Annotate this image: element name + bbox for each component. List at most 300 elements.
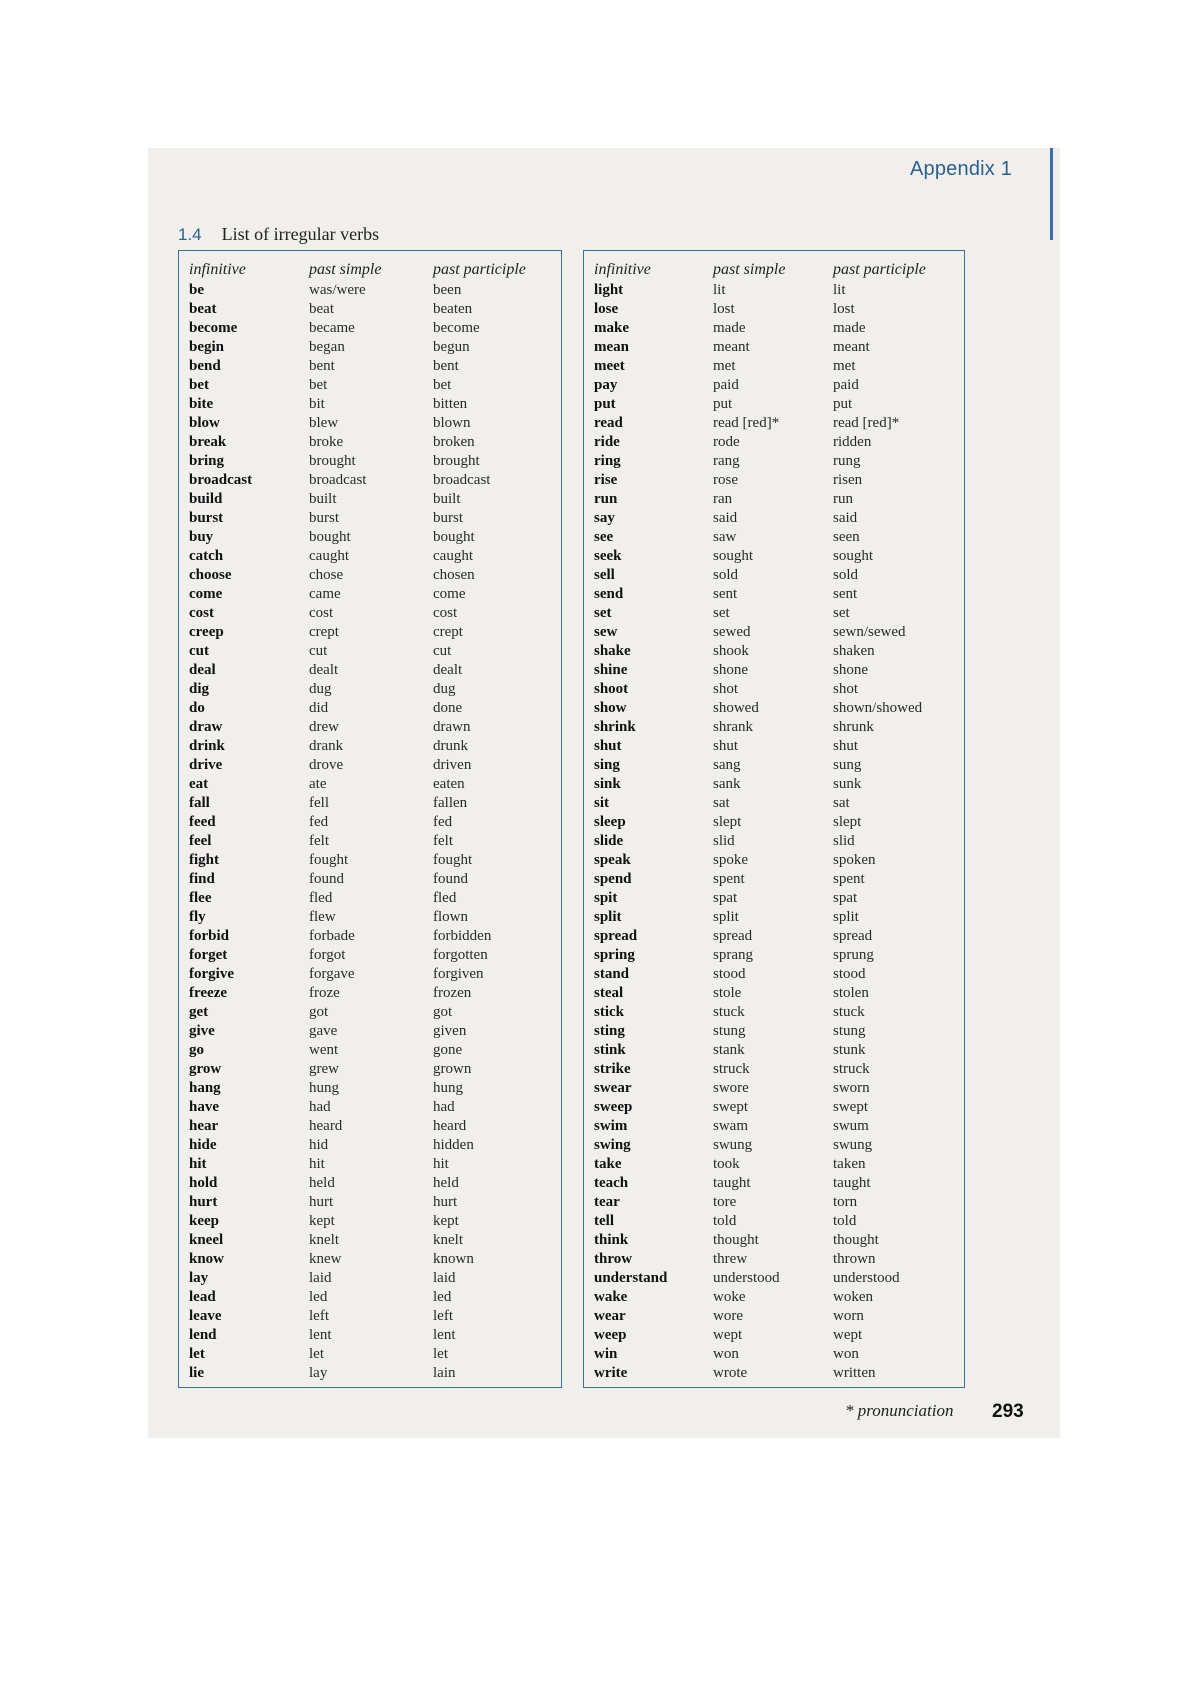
verb-past-participle: driven [433,757,472,773]
table-row [584,946,964,965]
table-row [584,1060,964,1079]
verb-past-participle: met [833,358,856,374]
verb-infinitive: speak [594,852,631,868]
verb-past-simple: went [309,1042,339,1058]
table-row [584,1212,964,1231]
column-header-past-participle: past participle [833,261,926,278]
verb-infinitive: sew [594,624,618,640]
verb-infinitive: steal [594,985,624,1001]
verb-past-simple: lit [713,282,726,298]
verb-infinitive: sleep [594,814,626,830]
verb-infinitive: meet [594,358,625,374]
verb-past-participle: swept [833,1099,868,1115]
table-row [584,1231,964,1250]
verb-past-simple: thought [713,1232,759,1248]
table-row [179,1136,561,1155]
verb-infinitive: ride [594,434,620,450]
verb-infinitive: spend [594,871,632,887]
table-row [179,1174,561,1193]
table-row [179,1060,561,1079]
verb-past-participle: shown/showed [833,700,923,716]
table-row [179,870,561,889]
verb-past-simple: broke [309,434,344,450]
verb-past-simple: made [713,320,746,336]
table-row [584,1136,964,1155]
verb-past-simple: swung [713,1137,753,1153]
verb-past-simple: heard [309,1118,343,1134]
table-row [179,737,561,756]
verb-past-participle: hidden [433,1137,474,1153]
verb-infinitive: run [594,491,618,507]
verb-infinitive: forgive [189,966,234,982]
verb-past-simple: understood [713,1270,780,1286]
verb-past-simple: won [713,1346,739,1362]
table-row [584,1117,964,1136]
table-row [179,984,561,1003]
verb-infinitive: freeze [189,985,228,1001]
verb-past-participle: gone [433,1042,463,1058]
verb-past-simple: bet [309,377,328,393]
verb-past-simple: struck [713,1061,750,1077]
verb-past-simple: shot [713,681,739,697]
verb-past-simple: took [713,1156,740,1172]
verb-past-simple: cost [309,605,334,621]
verb-past-simple: forgot [309,947,346,963]
verb-past-simple: rode [713,434,740,450]
verb-infinitive: know [189,1251,225,1267]
verb-past-participle: lost [833,301,855,317]
table-row [584,832,964,851]
verb-infinitive: build [189,491,223,507]
table-row [179,1269,561,1288]
verb-infinitive: catch [189,548,224,564]
verb-infinitive: say [594,510,615,526]
verb-past-simple: gave [309,1023,338,1039]
verb-past-participle: blown [433,415,471,431]
verb-past-participle: let [433,1346,448,1362]
verb-infinitive: set [594,605,612,621]
verb-past-participle: thrown [833,1251,876,1267]
verb-past-simple: was/were [309,282,366,298]
verb-past-simple: grew [309,1061,339,1077]
verb-infinitive: keep [189,1213,219,1229]
table-row [584,1155,964,1174]
verb-past-simple: sought [713,548,754,564]
table-row [179,889,561,908]
verb-infinitive: wake [594,1289,628,1305]
verb-infinitive: deal [189,662,216,678]
verb-past-participle: been [433,282,462,298]
table-row [584,661,964,680]
verb-infinitive: lose [594,301,619,317]
verb-infinitive: kneel [189,1232,224,1248]
table-row [584,357,964,376]
verb-past-simple: became [309,320,355,336]
verb-past-simple: fought [309,852,349,868]
verb-past-simple: meant [713,339,750,355]
verb-past-participle: written [833,1365,876,1381]
table-row [179,1079,561,1098]
verb-infinitive: grow [189,1061,222,1077]
table-row [584,680,964,699]
table-row [179,585,561,604]
table-row [584,1174,964,1193]
verb-infinitive: bend [189,358,221,374]
verb-past-simple: read [red]* [713,415,780,431]
verb-past-participle: sought [833,548,874,564]
verb-past-participle: shone [833,662,868,678]
verb-past-participle: knelt [433,1232,463,1248]
verb-past-participle: swung [833,1137,873,1153]
section-title: List of irregular verbs [221,224,380,244]
verb-past-simple: stood [713,966,746,982]
verb-past-participle: brought [433,453,480,469]
verb-past-simple: sprang [713,947,753,963]
verb-past-simple: told [713,1213,737,1229]
verb-infinitive: sink [594,776,621,792]
verb-infinitive: teach [594,1175,629,1191]
verb-past-simple: saw [713,529,737,545]
verb-past-participle: stung [833,1023,866,1039]
verb-past-simple: showed [713,700,759,716]
table-row [584,794,964,813]
column-header-infinitive: infinitive [594,261,651,278]
verb-past-participle: dug [433,681,456,697]
table-row [584,756,964,775]
table-row [584,984,964,1003]
verb-past-participle: dealt [433,662,463,678]
verb-past-participle: eaten [433,776,465,792]
verb-past-simple: came [309,586,341,602]
verb-past-simple: spat [713,890,738,906]
verb-infinitive: begin [189,339,225,355]
verb-past-simple: kept [309,1213,335,1229]
verb-infinitive: sweep [594,1099,633,1115]
verb-past-simple: drove [309,757,344,773]
verb-rows-left [179,281,561,1383]
verb-infinitive: shut [594,738,622,754]
verb-past-simple: swept [713,1099,748,1115]
page-number: 293 [992,1401,1024,1422]
verb-past-participle: lent [433,1327,456,1343]
verb-infinitive: hit [189,1156,207,1172]
verb-infinitive: swim [594,1118,628,1134]
verb-infinitive: light [594,282,624,298]
verb-past-simple: held [309,1175,335,1191]
verb-past-participle: broken [433,434,475,450]
verb-past-participle: sung [833,757,862,773]
verb-past-simple: wept [713,1327,743,1343]
verb-past-simple: sat [713,795,730,811]
verb-past-participle: fed [433,814,453,830]
table-row [179,1345,561,1364]
verb-past-participle: fallen [433,795,468,811]
verb-infinitive: buy [189,529,214,545]
verb-past-participle: chosen [433,567,475,583]
table-row [584,1098,964,1117]
verb-past-participle: shot [833,681,859,697]
table-row [179,1193,561,1212]
verb-infinitive: strike [594,1061,631,1077]
verb-infinitive: leave [189,1308,222,1324]
verb-past-simple: had [309,1099,331,1115]
table-row [584,319,964,338]
verb-infinitive: read [594,415,623,431]
verb-past-participle: burst [433,510,463,526]
verb-past-participle: woken [833,1289,873,1305]
table-row [179,566,561,585]
table-row [584,471,964,490]
table-row [584,585,964,604]
verb-infinitive: come [189,586,223,602]
verb-past-participle: bet [433,377,452,393]
table-row [584,490,964,509]
table-row [584,1022,964,1041]
verb-past-simple: shut [713,738,739,754]
verb-infinitive: ring [594,453,621,469]
verb-past-participle: crept [433,624,463,640]
verb-past-simple: left [309,1308,329,1324]
table-row [179,395,561,414]
table-row [584,566,964,585]
verb-past-simple: slept [713,814,742,830]
verb-infinitive: bring [189,453,225,469]
verb-infinitive: give [189,1023,215,1039]
table-row [179,1098,561,1117]
verb-infinitive: stick [594,1004,624,1020]
table-row [179,452,561,471]
verb-past-simple: rose [713,472,738,488]
page-edge-marker [1050,148,1053,240]
verb-infinitive: drive [189,757,223,773]
table-row [179,1307,561,1326]
verb-past-participle: sunk [833,776,862,792]
verb-past-simple: burst [309,510,339,526]
verb-infinitive: slide [594,833,624,849]
verb-past-simple: led [309,1289,328,1305]
verb-infinitive: shoot [594,681,629,697]
verb-past-participle: lain [433,1365,456,1381]
table-row [179,718,561,737]
table-row [179,547,561,566]
verb-past-simple: said [713,510,738,526]
verb-past-simple: ran [713,491,733,507]
verb-past-participle: drawn [433,719,471,735]
verb-past-simple: hurt [309,1194,334,1210]
verb-past-simple: shrank [713,719,753,735]
column-header-past-simple: past simple [713,261,786,278]
verb-past-simple: spent [713,871,745,887]
verb-past-simple: dealt [309,662,339,678]
table-row [179,433,561,452]
verb-past-participle: said [833,510,858,526]
verb-past-participle: beaten [433,301,473,317]
table-row [584,870,964,889]
verb-past-participle: shrunk [833,719,874,735]
verb-past-participle: done [433,700,463,716]
table-row [179,357,561,376]
verb-infinitive: lie [189,1365,204,1381]
verb-past-simple: crept [309,624,339,640]
verb-infinitive: choose [189,567,232,583]
table-row [584,376,964,395]
verb-past-simple: drew [309,719,339,735]
table-row [179,1326,561,1345]
verb-past-participle: read [red]* [833,415,900,431]
verb-past-simple: wore [713,1308,743,1324]
verb-past-simple: laid [309,1270,332,1286]
verb-past-participle: hung [433,1080,463,1096]
table-row [179,509,561,528]
table-row [584,433,964,452]
verb-past-participle: slept [833,814,862,830]
table-row [584,528,964,547]
verb-past-participle: hit [433,1156,449,1172]
verb-infinitive: blow [189,415,220,431]
table-row [584,300,964,319]
verb-past-simple: chose [309,567,344,583]
verb-past-simple: lost [713,301,735,317]
verb-past-simple: forbade [309,928,355,944]
verb-infinitive: rise [594,472,618,488]
verb-past-participle: heard [433,1118,467,1134]
table-row [584,965,964,984]
verb-infinitive: make [594,320,629,336]
verb-past-simple: lay [309,1365,328,1381]
table-row [584,547,964,566]
verb-past-simple: stank [713,1042,745,1058]
verb-past-simple: caught [309,548,349,564]
verb-past-participle: made [833,320,866,336]
verb-past-simple: shone [713,662,748,678]
verb-past-simple: bent [309,358,335,374]
verb-infinitive: draw [189,719,223,735]
verb-infinitive: stand [594,966,630,982]
verb-infinitive: broadcast [189,472,253,488]
column-header-past-participle: past participle [433,261,526,278]
table-row [179,1022,561,1041]
table-row [179,319,561,338]
verb-past-simple: slid [713,833,735,849]
verb-past-participle: swum [833,1118,869,1134]
verb-past-simple: built [309,491,337,507]
verb-infinitive: cut [189,643,209,659]
verb-infinitive: win [594,1346,618,1362]
verb-past-participle: sold [833,567,859,583]
verb-past-participle: set [833,605,850,621]
verb-past-participle: become [433,320,480,336]
verb-infinitive: think [594,1232,629,1248]
verb-infinitive: beat [189,301,217,317]
verb-past-simple: woke [713,1289,746,1305]
section-number: 1.4 [178,225,202,244]
verb-past-simple: froze [309,985,340,1001]
verb-past-participle: grown [433,1061,472,1077]
verb-past-simple: taught [713,1175,751,1191]
table-row [179,1288,561,1307]
verb-infinitive: sell [594,567,615,583]
verb-past-participle: shut [833,738,859,754]
verb-infinitive: sing [594,757,620,773]
verb-infinitive: lend [189,1327,217,1343]
verb-past-simple: knew [309,1251,342,1267]
verb-past-participle: held [433,1175,459,1191]
table-row [179,338,561,357]
verb-infinitive: lay [189,1270,209,1286]
table-row [584,395,964,414]
verb-past-simple: sang [713,757,741,773]
verb-infinitive: break [189,434,227,450]
verb-infinitive: feel [189,833,212,849]
verb-past-participle: slid [833,833,855,849]
verb-past-participle: hurt [433,1194,458,1210]
table-row [584,1079,964,1098]
table-row [584,338,964,357]
verb-past-simple: hit [309,1156,325,1172]
verb-past-participle: stolen [833,985,869,1001]
verb-infinitive: get [189,1004,209,1020]
table-row [584,1345,964,1364]
verb-past-participle: torn [833,1194,858,1210]
verb-infinitive: throw [594,1251,633,1267]
table-row [179,1155,561,1174]
table-row [179,642,561,661]
verb-past-simple: sank [713,776,741,792]
verb-past-participle: sent [833,586,858,602]
table-row [179,528,561,547]
verb-past-participle: meant [833,339,870,355]
verb-past-simple: swam [713,1118,748,1134]
verb-infinitive: spring [594,947,635,963]
verb-past-participle: told [833,1213,857,1229]
verb-past-simple: split [713,909,739,925]
table-row [584,1307,964,1326]
verb-infinitive: spread [594,928,638,944]
verb-past-simple: bought [309,529,351,545]
verb-past-participle: known [433,1251,474,1267]
table-row [179,813,561,832]
verb-infinitive: see [594,529,614,545]
table-row [179,908,561,927]
verb-past-participle: sewn/sewed [833,624,906,640]
verb-infinitive: hurt [189,1194,218,1210]
verb-past-participle: begun [433,339,470,355]
verb-past-simple: stole [713,985,742,1001]
verb-past-participle: felt [433,833,453,849]
appendix-title: Appendix 1 [910,158,1013,180]
table-row [584,851,964,870]
verb-past-participle: struck [833,1061,870,1077]
verb-past-simple: fell [309,795,329,811]
table-row [179,414,561,433]
verb-infinitive: flee [189,890,212,906]
verb-infinitive: shine [594,662,628,678]
verb-infinitive: burst [189,510,224,526]
verb-past-simple: met [713,358,736,374]
verb-infinitive: creep [189,624,224,640]
verb-past-participle: spread [833,928,873,944]
table-row [584,737,964,756]
table-row [179,680,561,699]
verb-infinitive: do [189,700,205,716]
column-header-past-simple: past simple [309,261,382,278]
verb-past-participle: fled [433,890,457,906]
verb-past-participle: bent [433,358,459,374]
table-row [179,794,561,813]
verb-infinitive: stink [594,1042,626,1058]
verb-past-participle: shaken [833,643,875,659]
table-row [179,1003,561,1022]
